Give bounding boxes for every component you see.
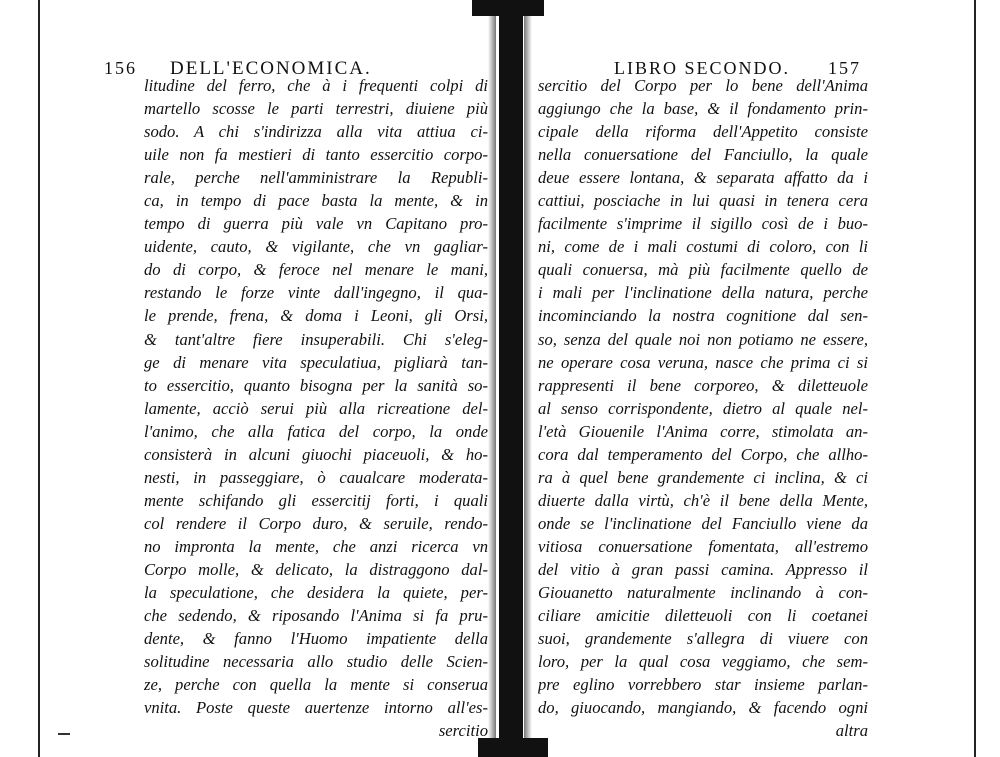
text-line: cora dal temperamento del Corpo, che allho-: [538, 444, 868, 464]
text-line: Giouanetto naturalmente inclinando à con-: [538, 583, 868, 603]
left-page-number: 156: [104, 58, 137, 78]
text-line: rappresenti il bene corporeo, & diletteuole: [538, 375, 868, 395]
gutter-top-clip: [472, 0, 544, 16]
text-line: sercitio del Corpo per lo bene dell'Anima: [538, 76, 868, 95]
text-line: uile non fa mestieri di tanto essercitio corpo-: [144, 145, 488, 165]
text-line: che sedendo, & riposando l'Anima si fa pru-: [144, 606, 488, 626]
left-running-head: DELL'ECONOMICA.: [170, 58, 372, 79]
text-line: incominciando la nostra cognitione dal sen-: [538, 306, 868, 326]
right-running-head: LIBRO SECONDO.: [614, 58, 791, 78]
text-line: do, giuocando, mangiando, & facendo ogni: [538, 698, 868, 718]
left-text-column: [144, 74, 488, 742]
text-line: i mali per l'inclinatione della natura, perche: [538, 283, 868, 303]
text-line: & tant'altre fiere insuperabili. Chi s'eleg-: [144, 329, 488, 349]
text-line: Corpo molle, & delicato, la distraggono dal-: [144, 559, 488, 579]
text-line: pre eglino vorrebbero star insieme parlan-: [538, 675, 868, 695]
text-line: ni, come de i mali costumi di coloro, con li: [538, 237, 868, 257]
text-line: to essercitio, quanto bisogna per la sanità so-: [144, 375, 488, 395]
text-line: del vitio à gran passi camina. Appresso il: [538, 559, 868, 579]
text-line: col rendere il Corpo duro, & seruile, rendo-: [144, 513, 488, 533]
text-line: al senso corrispondente, dietro al quale nel-: [538, 398, 868, 418]
text-line: diuerte dalla virtù, ch'è il bene della Mente,: [538, 490, 868, 510]
text-line: uidente, cauto, & vigilante, che vn gagliar-: [144, 237, 488, 257]
page-mark: [58, 733, 70, 735]
text-line: le prende, frena, & doma i Leoni, gli Orsi,: [144, 306, 488, 326]
text-line: vnita. Poste queste auertenze intorno all'es-: [144, 698, 488, 718]
right-page-number: 157: [828, 58, 861, 78]
text-line: so, senza del quale noi non potiamo ne essere,: [538, 329, 868, 349]
text-line: altra: [835, 721, 868, 741]
text-line: tempo di guerra più vale vn Capitano pro-: [144, 214, 488, 234]
right-text-column: [538, 74, 868, 742]
text-line: aggiungo che la base, & il fondamento prin-: [538, 99, 868, 119]
text-line: dente, & fanno l'Huomo impatiente della: [144, 629, 488, 649]
text-line: no impronta la mente, che anzi ricerca vn: [144, 536, 488, 556]
text-line: facilmente s'imprime il sigillo così de i buo-: [538, 214, 868, 234]
text-line: do di corpo, & feroce nel menare le mani,: [144, 260, 488, 280]
text-line: l'età Giouenile l'Anima corre, stimolata an-: [538, 421, 868, 441]
text-line: onde se l'inclinatione del Fanciullo viene da: [538, 513, 868, 533]
text-line: la speculatione, che desidera la quiete, per-: [144, 583, 488, 603]
text-line: consisterà in alcuni giuochi piaceuoli, & ho-: [144, 444, 488, 464]
text-line: litudine del ferro, che à i frequenti colpi di: [144, 76, 488, 95]
text-line: loro, per la qual cosa veggiamo, che sem-: [538, 652, 868, 672]
text-line: restando le forze vinte dall'ingegno, il qua-: [144, 283, 488, 303]
text-line: ca, in tempo di pace basta la mente, & in: [144, 191, 488, 211]
text-line: nesti, in passeggiare, ò caualcare moderata-: [144, 467, 488, 487]
text-line: cipale della riforma dell'Appetito consiste: [538, 122, 868, 142]
text-line: mente schifando gli essercitij forti, i quali: [144, 490, 488, 510]
text-line: rale, perche nell'amministrare la Republi-: [144, 168, 488, 188]
text-line: deue essere lontana, & separata affatto da i: [538, 168, 868, 188]
text-line: ciliare amicitie diletteuoli con li coetanei: [538, 606, 868, 626]
text-line: lamente, acciò serui più alla ricreatione del-: [144, 398, 488, 418]
text-line: vitiosa conuersatione fomentata, all'estremo: [538, 536, 868, 556]
text-line: ne operare cosa veruna, nasce che prima ci si: [538, 352, 868, 372]
book-gutter: [499, 0, 523, 757]
text-line: quali conuersa, mà più facilmente quello de: [538, 260, 868, 280]
text-line: solitudine necessaria allo studio delle Scien-: [144, 652, 488, 672]
text-line: ra à quel bene grandemente ci inclina, & ci: [538, 467, 868, 487]
gutter-shadow-left: [488, 14, 496, 738]
gutter-shadow-right: [524, 14, 532, 738]
text-line: l'animo, che alla fatica del corpo, la onde: [144, 421, 488, 441]
text-line: ze, perche con quella la mente si conserua: [144, 675, 488, 695]
text-line: martello scosse le parti terrestri, diuiene più: [144, 99, 488, 119]
text-line: ge di menare vita speculatiua, pigliarà tan-: [144, 352, 488, 372]
text-line: cattiui, posciache in lui quasi in tenera cera: [538, 191, 868, 211]
text-line: nella conuersatione del Fanciullo, la quale: [538, 145, 868, 165]
text-line: sercitio: [438, 721, 488, 741]
text-line: suoi, grandemente s'allegra di viuere con: [538, 629, 868, 649]
text-line: sodo. A chi s'indirizza alla vita attiua ci-: [144, 122, 488, 142]
